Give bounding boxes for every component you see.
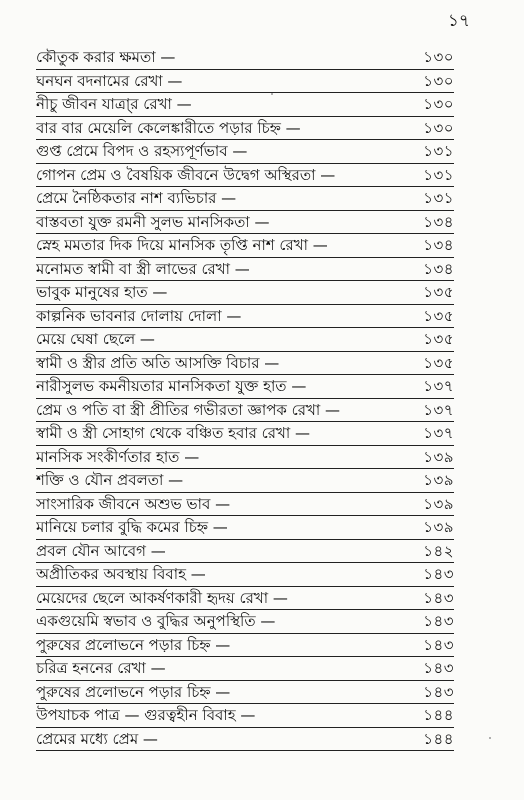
- toc-entry: [36, 493, 454, 517]
- toc-entry-page: ১৪৩: [423, 565, 454, 584]
- toc-entry-title: স্বামী ও স্ত্রীর প্রতি অতি আসক্তি বিচার —: [36, 353, 280, 372]
- toc-entry-title: পুরুষের প্রলোভনে পড়ার চিহ্ন —: [36, 635, 231, 654]
- toc-entry: [36, 93, 454, 117]
- toc-entry-page: ১৩৯: [423, 447, 454, 466]
- toc-entry-title: বার বার মেয়েলি কেলেঙ্কারীতে পড়ার চিহ্ন —: [36, 118, 301, 137]
- toc-entry-page: ১৩১: [423, 142, 454, 161]
- toc-entry-page: ১৩৫: [423, 306, 454, 325]
- toc-entry-page: ১৩৪: [423, 259, 454, 278]
- toc-entry-title: কাল্পনিক ভাবনার দোলায় দোলা —: [36, 306, 242, 325]
- toc-entry-title: স্নেহ মমতার দিক দিয়ে মানসিক তৃপ্তি নাশ রেখা —: [36, 236, 328, 255]
- toc-entry: [36, 164, 454, 188]
- toc-entry: [36, 469, 454, 493]
- toc-entry-page: ১৩০: [423, 118, 454, 137]
- toc-entry-page: ১৪৩: [423, 612, 454, 631]
- toc-entry: [36, 305, 454, 329]
- toc-entry: [36, 211, 454, 235]
- toc-entry-page: ১৪৪: [423, 729, 454, 748]
- toc-entry-title: প্রবল যৌন আবেগ —: [36, 541, 166, 560]
- toc-entry-title: সাংসারিক জীবনে অশুভ ভাব —: [36, 494, 231, 513]
- table-of-contents: [36, 46, 454, 751]
- toc-entry: [36, 704, 454, 728]
- toc-entry-page: ১৩০: [423, 95, 454, 114]
- toc-entry: [36, 728, 454, 752]
- toc-entry-title: পুরুষের প্রলোভনে পড়ার চিহ্ন —: [36, 682, 231, 701]
- toc-entry: [36, 634, 454, 658]
- toc-entry-title: স্বামী ও স্ত্রী সোহাগ থেকে বঞ্চিত হবার রেখা —: [36, 424, 310, 443]
- toc-entry-page: ১৩৯: [423, 471, 454, 490]
- toc-entry-title: অপ্রীতিকর অবস্থায় বিবাহ —: [36, 565, 206, 584]
- toc-entry-title: গুপ্ত প্রেমে বিপদ ও রহস্যপূর্ণভাব —: [36, 142, 248, 161]
- toc-entry-page: ১৩৪: [423, 236, 454, 255]
- toc-entry: [36, 587, 454, 611]
- toc-entry: [36, 352, 454, 376]
- toc-entry: [36, 540, 454, 564]
- toc-entry-page: ১৩৭: [423, 400, 454, 419]
- toc-entry-title: মানসিক সংকীর্ণতার হাত —: [36, 447, 200, 466]
- toc-entry-title: ভাবুক মানুষের হাত —: [36, 283, 168, 302]
- toc-entry-title: নারীসুলভ কমনীয়তার মানসিকতা যুক্ত হাত —: [36, 377, 307, 396]
- toc-entry: [36, 563, 454, 587]
- toc-entry-title: বাস্তবতা যুক্ত রমনী সুলভ মানসিকতা —: [36, 212, 270, 231]
- toc-entry: [36, 187, 454, 211]
- toc-entry: [36, 446, 454, 470]
- toc-entry-title: মনোমত স্বামী বা স্ত্রী লাভের রেখা —: [36, 259, 250, 278]
- toc-entry-page: ১৩৯: [423, 518, 454, 537]
- toc-entry-title: নীচু জীবন যাত্রা্র রেখা —: [36, 95, 192, 114]
- toc-entry-title: প্রেমের মধ্যে প্রেম —: [36, 729, 158, 748]
- toc-entry-page: ১৩১: [423, 189, 454, 208]
- toc-entry: [36, 610, 454, 634]
- toc-entry-title: গোপন প্রেম ও বৈষয়িক জীবনে উদ্বেগ অস্থিরতা —: [36, 165, 336, 184]
- toc-entry-title: শক্তি ও যৌন প্রবলতা —: [36, 471, 184, 490]
- toc-entry-title: একগুয়েমি স্বভাব ও বুদ্ধির অনুপস্থিতি —: [36, 612, 276, 631]
- toc-entry: [36, 399, 454, 423]
- toc-entry-page: ১৩১: [423, 165, 454, 184]
- toc-entry-title: মেয়ে ঘেষা ছেলে —: [36, 330, 155, 349]
- toc-entry-page: ১৪২: [423, 541, 454, 560]
- toc-entry-title: উপযাচক পাত্র — গুরত্বহীন বিবাহ —: [36, 706, 256, 725]
- toc-entry-page: ১৪৩: [423, 588, 454, 607]
- toc-entry-page: ১৩৫: [423, 330, 454, 349]
- toc-entry-page: ১৪৪: [423, 706, 454, 725]
- toc-entry: [36, 70, 454, 94]
- toc-entry-title: ঘনঘন বদনামের রেখা —: [36, 71, 183, 90]
- toc-entry: [36, 422, 454, 446]
- toc-entry-title: মেয়েদের ছেলে আকর্ষণকারী হৃদয় রেখা —: [36, 588, 288, 607]
- toc-entry-page: ১৪৩: [423, 635, 454, 654]
- toc-entry: [36, 140, 454, 164]
- toc-entry: [36, 681, 454, 705]
- page-number: ১৭: [447, 11, 470, 31]
- toc-entry-page: ১৩৭: [423, 377, 454, 396]
- toc-entry-title: প্রেম ও পতি বা স্ত্রী প্রীতির গভীরতা জ্ঞাপক রেখা —: [36, 400, 340, 419]
- toc-entry: [36, 117, 454, 141]
- toc-entry-title: চরিত্র হননের রেখা —: [36, 659, 166, 678]
- toc-entry-title: প্রেমে নৈষ্ঠিকতার নাশ ব্যভিচার —: [36, 189, 237, 208]
- toc-entry: [36, 234, 454, 258]
- toc-entry: [36, 375, 454, 399]
- toc-entry-page: ১৩৪: [423, 212, 454, 231]
- toc-entry: [36, 657, 454, 681]
- toc-entry: [36, 516, 454, 540]
- toc-entry: [36, 281, 454, 305]
- toc-entry-page: ১৪৩: [423, 659, 454, 678]
- print-speck: [271, 93, 273, 95]
- toc-entry-page: ১৩৫: [423, 353, 454, 372]
- toc-entry-page: ১৩৫: [423, 283, 454, 302]
- toc-entry-page: ১৩০: [423, 71, 454, 90]
- toc-entry-page: ১৪৩: [423, 682, 454, 701]
- toc-entry: [36, 258, 454, 282]
- toc-entry-title: কৌতুক করার ক্ষমতা —: [36, 48, 176, 67]
- toc-entry-page: ১৩০: [423, 48, 454, 67]
- toc-entry: [36, 328, 454, 352]
- toc-entry-page: ১৩৯: [423, 494, 454, 513]
- print-speck: [489, 737, 491, 739]
- toc-entry-title: মানিয়ে চলার বুদ্ধি কমের চিহ্ন —: [36, 518, 228, 537]
- toc-entry: [36, 46, 454, 70]
- toc-entry-page: ১৩৭: [423, 424, 454, 443]
